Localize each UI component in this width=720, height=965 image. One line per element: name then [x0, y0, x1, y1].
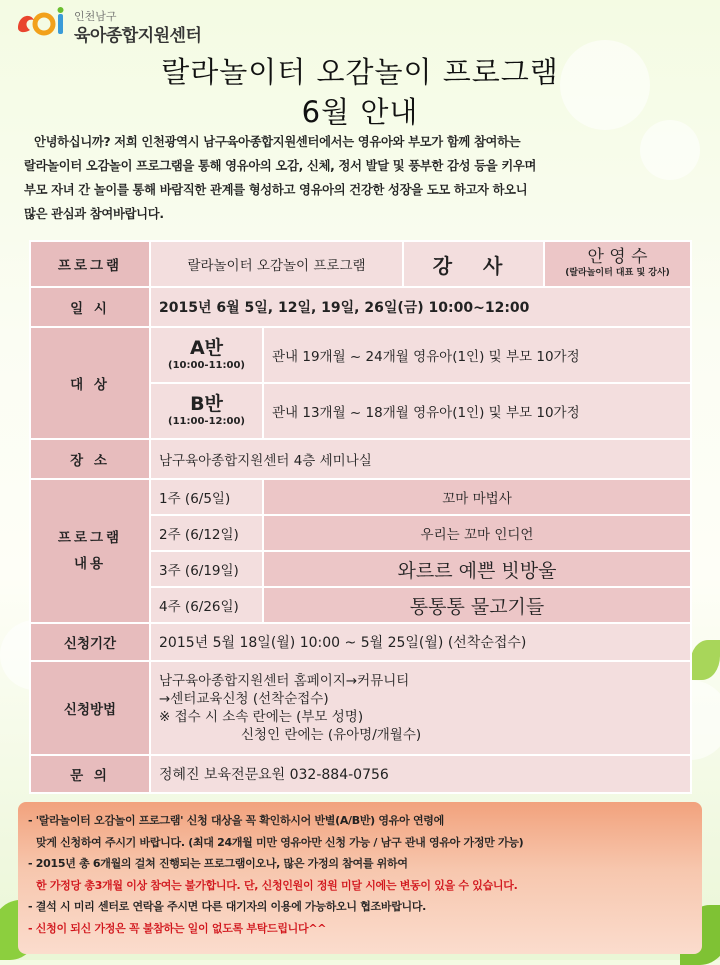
- notice-box: [18, 802, 702, 954]
- contact-value: 정혜진 보육전문요원 032-884-0756: [150, 755, 691, 793]
- program-info-table: [29, 240, 692, 794]
- table-row: [30, 623, 691, 661]
- notice-line: 맞게 신청하여 주시기 바랍니다. (최대 24개월 미만 영유아만 신청 가능 / 남구 관내 영유아 가정만 가능): [36, 835, 524, 849]
- intro-line: 부모 자녀 간 놀이를 통해 바람직한 관계를 형성하고 영유아의 건강한 성장을 도모 하고자 하오니: [24, 183, 528, 197]
- intro-paragraph: [24, 130, 704, 226]
- instructor-role: (랄라놀이터 대표 및 강사): [565, 268, 670, 278]
- table-row: [30, 287, 691, 327]
- program-value: 랄라놀이터 오감놀이 프로그램: [150, 241, 403, 287]
- group-b-desc: 관내 13개월 ~ 18개월 영유아(1인) 및 부모 10가정: [263, 383, 691, 439]
- intro-line: 안녕하십니까? 저희 인천광역시 남구육아종합지원센터에서는 영유아와 부모가 함께 참여하는: [34, 135, 521, 149]
- table-row: [30, 327, 691, 383]
- date-value: 2015년 6월 5일, 12일, 19일, 26일(금) 10:00~12:00: [150, 287, 691, 327]
- notice-line: - 2015년 총 6개월의 걸쳐 진행되는 프로그램이오나, 많은 가정의 참여를 위하여: [28, 857, 408, 870]
- logo-title: 육아종합지원센터: [74, 26, 202, 46]
- contact-label: 문 의: [30, 755, 150, 793]
- week-title: 꼬마 마법사: [263, 479, 691, 515]
- week-title: 통통통 물고기들: [263, 587, 691, 623]
- table-row: [30, 755, 691, 793]
- content-label: 프로그램 내용: [30, 479, 150, 623]
- week-label: 4주 (6/26일): [150, 587, 263, 623]
- notice-line: 한 가정당 총3개월 이상 참여는 불가합니다. 단, 신청인원이 정원 미달 시에는 변동이 있을 수 있습니다.: [36, 878, 518, 892]
- week-label: 1주 (6/5일): [150, 479, 263, 515]
- week-label: 3주 (6/19일): [150, 551, 263, 587]
- week-title: 우리는 꼬마 인디언: [263, 515, 691, 551]
- notice-line: - '랄라놀이터 오감놀이 프로그램' 신청 대상을 꼭 확인하시어 반별(A/B반) 영유아 연령에: [28, 814, 444, 827]
- instructor-name: 안 영 수: [587, 247, 648, 267]
- method-line: 신청인 란에는 (유아명/개월수): [241, 727, 422, 743]
- method-value: [150, 661, 691, 755]
- table-row: [30, 661, 691, 755]
- group-b-time: (11:00-12:00): [168, 415, 245, 427]
- notice-line: - 결석 시 미리 센터로 연락을 주시면 다른 대기자의 이용에 가능하오니 협조바랍니다.: [28, 900, 427, 913]
- place-value: 남구육아종합지원센터 4층 세미나실: [150, 439, 691, 479]
- page-title: 랄라놀이터 오감놀이 프로그램: [161, 55, 559, 89]
- logo-mark-icon: [14, 6, 70, 40]
- group-b-cell: [150, 383, 263, 439]
- group-b-name: B반: [190, 392, 223, 415]
- group-a-time: (10:00-11:00): [168, 359, 245, 371]
- date-label: 일 시: [30, 287, 150, 327]
- table-row: [30, 439, 691, 479]
- intro-line: 랄라놀이터 오감놀이 프로그램을 통해 영유아의 오감, 신체, 정서 발달 및 풍부한 감성 등을 키우며: [24, 159, 537, 173]
- group-a-cell: [150, 327, 263, 383]
- notice-line: - 신청이 되신 가정은 꼭 불참하는 일이 없도록 부탁드립니다^^: [28, 921, 327, 935]
- group-a-name: A반: [189, 336, 224, 359]
- week-label: 2주 (6/12일): [150, 515, 263, 551]
- instructor-label: 강 사: [403, 241, 544, 287]
- instructor-cell: [544, 241, 691, 287]
- method-line: 남구육아종합지원센터 홈페이지→커뮤니티: [159, 673, 410, 689]
- logo: [14, 4, 214, 44]
- method-line: ※ 접수 시 소속 란에는 (부모 성명): [159, 709, 364, 725]
- method-label: 신청방법: [30, 661, 150, 755]
- logo-subtitle: 인천남구: [74, 10, 117, 23]
- table-row: [30, 479, 691, 515]
- target-label: 대 상: [30, 327, 150, 439]
- table-row: [30, 241, 691, 287]
- page-subtitle: 6월 안내: [301, 95, 419, 129]
- place-label: 장 소: [30, 439, 150, 479]
- period-value: 2015년 5월 18일(월) 10:00 ~ 5월 25일(월) (선착순접수): [150, 623, 691, 661]
- intro-line: 많은 관심과 참여바랍니다.: [24, 207, 164, 221]
- week-title: 와르르 예쁜 빗방울: [263, 551, 691, 587]
- method-line: →센터교육신청 (선착순접수): [159, 691, 329, 707]
- period-label: 신청기간: [30, 623, 150, 661]
- group-a-desc: 관내 19개월 ~ 24개월 영유아(1인) 및 부모 10가정: [263, 327, 691, 383]
- leaf-decoration: [690, 640, 720, 680]
- program-label: 프로그램: [30, 241, 150, 287]
